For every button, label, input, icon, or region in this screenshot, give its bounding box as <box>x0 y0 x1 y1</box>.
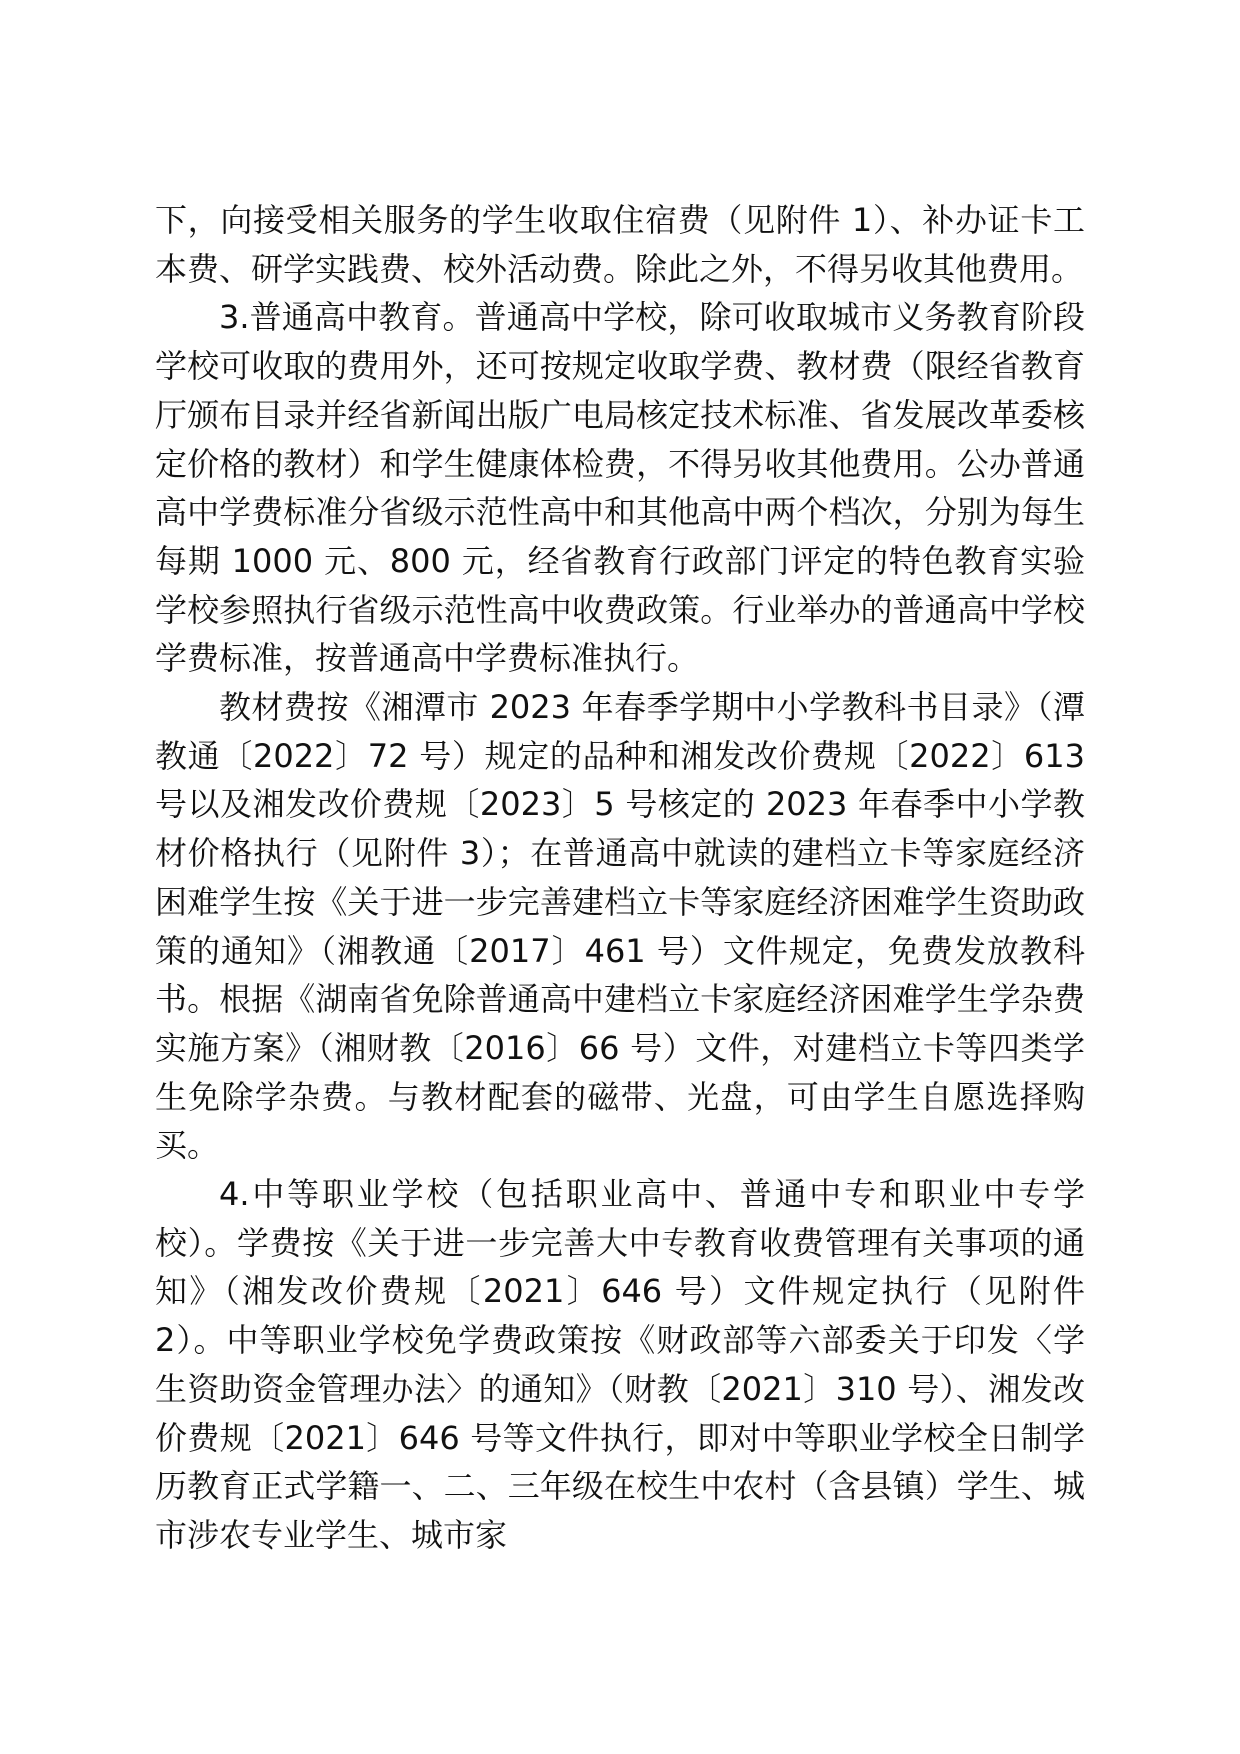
paragraph-continued: 下，向接受相关服务的学生收取住宿费（见附件 1）、补办证卡工本费、研学实践费、校外活动费。除此之外，不得另收其他费用。 <box>155 201 1085 288</box>
paragraph-textbook-fees: 教材费按《湘潭市 2023 年春季学期中小学教科书目录》（潭教通〔2022〕72 号）规定的品种和湘发改价费规〔2022〕613 号以及湘发改价费规〔2023〕5 号核定的 2023 年春季中小学教材价格执行（见附件 3）；在普通高中就读的建档立卡等家庭经济困难学生按《关于进一步完善建档立卡等家庭经济困难学生资助政策的通知》（湘教通〔2017〕461 号）文件规定，免费发放教科书。根据《湖南省免除普通高中建档立卡家庭经济困难学生学杂费实施方案》（湘财教〔2016〕66 号）文件，对建档立卡等四类学生免除学杂费。与教材配套的磁带、光盘，可由学生自愿选择购买。 <box>155 688 1085 1165</box>
document-body <box>155 196 1085 1560</box>
paragraph-vocational-schools: 4.中等职业学校（包括职业高中、普通中专和职业中专学校）。学费按《关于进一步完善大中专教育收费管理有关事项的通知》（湘发改价费规〔2021〕646 号）文件规定执行（见附件 2）。中等职业学校免学费政策按《财政部等六部委关于印发〈学生资助资金管理办法〉的通知》（财教〔2021〕310 号）、湘发改价费规〔2021〕646 号等文件执行，即对中等职业学校全日制学历教育正式学籍一、二、三年级在校生中农村（含县镇）学生、城市涉农专业学生、城市家 <box>155 1175 1085 1554</box>
paragraph-senior-high-education: 3.普通高中教育。普通高中学校，除可收取城市义务教育阶段学校可收取的费用外，还可按规定收取学费、教材费（限经省教育厅颁布目录并经省新闻出版广电局核定技术标准、省发展改革委核定价格的教材）和学生健康体检费，不得另收其他费用。公办普通高中学费标准分省级示范性高中和其他高中两个档次，分别为每生每期 1000 元、800 元，经省教育行政部门评定的特色教育实验学校参照执行省级示范性高中收费政策。行业举办的普通高中学校学费标准，按普通高中学费标准执行。 <box>155 298 1085 678</box>
